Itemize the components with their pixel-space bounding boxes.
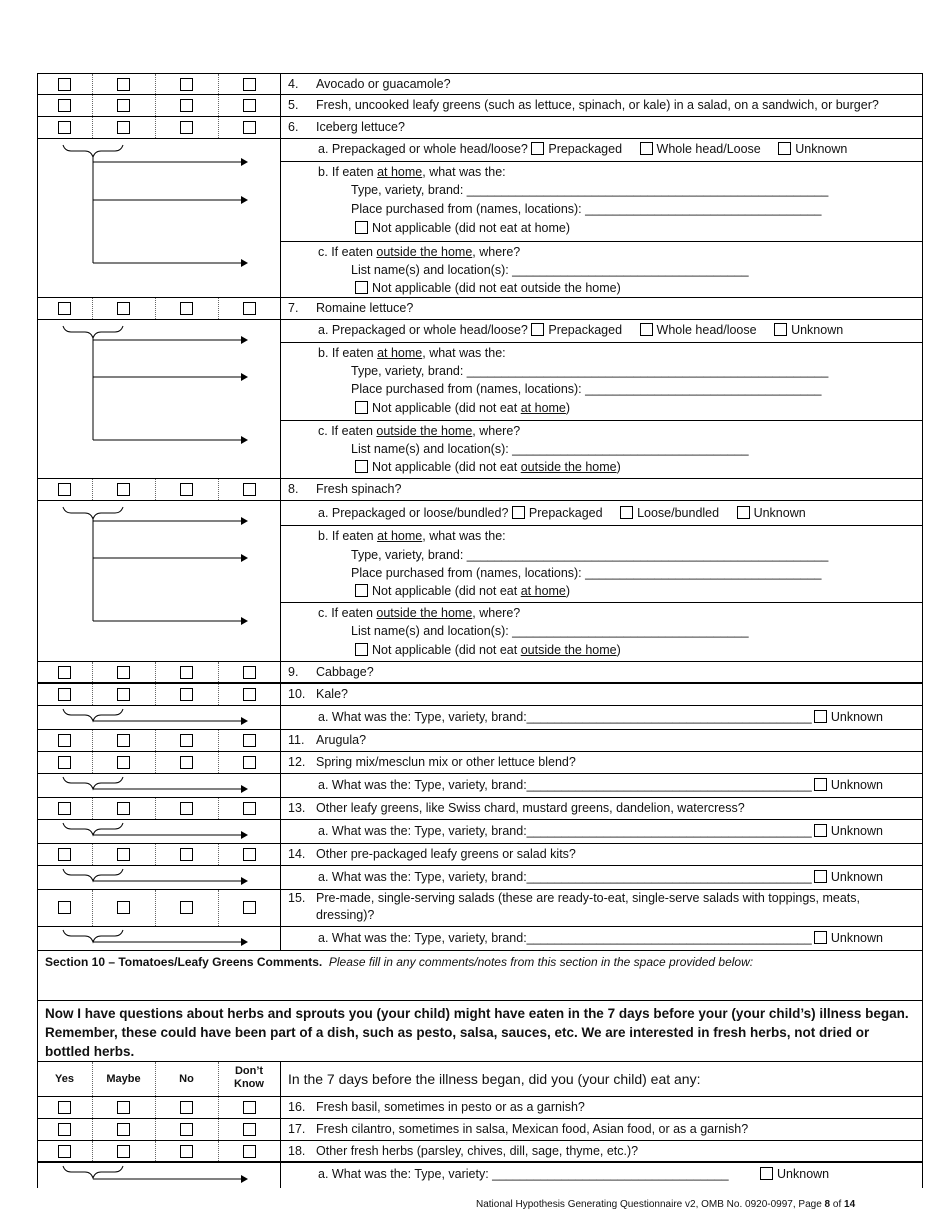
q5-yes-checkbox[interactable] — [58, 99, 71, 112]
q10-dontknow-checkbox[interactable] — [243, 688, 256, 701]
q7b-place-field[interactable]: Place purchased from (names, locations): __________________________________ — [351, 382, 822, 396]
q12-text: Spring mix/mesclun mix or other lettuce blend? — [316, 755, 576, 769]
dontknow-header: Don’t Know — [234, 1065, 264, 1090]
question-row-9 — [37, 662, 923, 684]
q4-yes-checkbox[interactable] — [58, 78, 71, 91]
q14-maybe-checkbox[interactable] — [117, 848, 130, 861]
yes-header: Yes — [55, 1073, 74, 1085]
q11-yes-checkbox[interactable] — [58, 734, 71, 747]
q15-no-checkbox[interactable] — [180, 901, 193, 914]
branch-arrow-icon — [37, 866, 280, 890]
q14a-unknown-checkbox[interactable] — [814, 870, 827, 883]
branch-arrow-icon — [37, 706, 280, 730]
herbs-header-row — [37, 1062, 923, 1097]
question-row-17 — [37, 1119, 923, 1141]
q8-no-checkbox[interactable] — [180, 483, 193, 496]
q12-followup-row — [37, 774, 923, 798]
q15a-unknown: Unknown — [814, 929, 883, 948]
q10-yes-checkbox[interactable] — [58, 688, 71, 701]
herbs-question: In the 7 days before the illness began, did you (your child) eat any: — [288, 1071, 701, 1087]
q5-number: 5. — [288, 98, 299, 112]
q10-number: 10. — [288, 687, 306, 701]
q4-dontknow-checkbox[interactable] — [243, 78, 256, 91]
section-10-comments[interactable] — [37, 951, 923, 1001]
q18-no-checkbox[interactable] — [180, 1145, 193, 1158]
q8b-na-line: Not applicable (did not eat at home) — [288, 582, 917, 601]
q12a-unknown: Unknown — [814, 776, 883, 795]
q13-no-checkbox[interactable] — [180, 802, 193, 815]
q5-dontknow-checkbox[interactable] — [243, 99, 256, 112]
q8b-type-field[interactable]: Type, variety, brand: ____________________________________________________ — [351, 548, 829, 562]
q6c-list-field[interactable]: List name(s) and location(s): __________________________________ — [351, 263, 749, 277]
q7a-prepackaged-checkbox[interactable] — [531, 323, 544, 336]
q10-no-checkbox[interactable] — [180, 688, 193, 701]
q6a-prepackaged-checkbox[interactable] — [531, 142, 544, 155]
q18a-unknown-label: Unknown — [777, 1167, 830, 1181]
q7c-na-checkbox[interactable] — [355, 460, 368, 473]
q15-yes-checkbox[interactable] — [58, 901, 71, 914]
q6b-place-field[interactable]: Place purchased from (names, locations): __________________________________ — [351, 202, 822, 216]
q6a-unknown-checkbox[interactable] — [778, 142, 791, 155]
q11-number: 11. — [288, 733, 305, 747]
q8-dontknow-checkbox[interactable] — [243, 483, 256, 496]
q8-yes-checkbox[interactable] — [58, 483, 71, 496]
q8c-line: c. If eaten outside the home, where? — [318, 606, 521, 620]
q6-text: Iceberg lettuce? — [316, 120, 405, 134]
q14a-unknown: Unknown — [814, 868, 883, 887]
q12-yes-checkbox[interactable] — [58, 756, 71, 769]
q18a-unknown-checkbox[interactable] — [760, 1167, 773, 1180]
question-row-16 — [37, 1097, 923, 1119]
q13-followup-row — [37, 820, 923, 844]
q15a-unknown-checkbox[interactable] — [814, 931, 827, 944]
q7c-na-line: Not applicable (did not eat outside the home) — [288, 458, 917, 477]
q9-yes-checkbox[interactable] — [58, 666, 71, 679]
q7c-line: c. If eaten outside the home, where? — [318, 424, 521, 438]
q8-text: Fresh spinach? — [316, 482, 402, 496]
q17-yes-checkbox[interactable] — [58, 1123, 71, 1136]
q7a-line: a. Prepackaged or whole head/loose? Prepackaged Whole head/loose Unknown — [318, 323, 844, 337]
branch-arrow-icon — [37, 320, 280, 479]
q9-text: Cabbage? — [316, 665, 374, 679]
q18a-type-field[interactable]: a. What was the: Type, variety: __________________________________ — [318, 1167, 729, 1181]
q17-dontknow-checkbox[interactable] — [243, 1123, 256, 1136]
q6-no-checkbox[interactable] — [180, 121, 193, 134]
q4-number: 4. — [288, 77, 299, 91]
q18-yes-checkbox[interactable] — [58, 1145, 71, 1158]
herbs-intro-text: Now I have questions about herbs and sprouts you (your child) might have eaten in the 7 days before your (your child’s) illness began. Remember, these could have been part of a dish, such as pesto, salsa, sauces, etc. We are interested in fresh herbs, not dried or bottled herbs. — [45, 1006, 909, 1059]
q10-maybe-checkbox[interactable] — [117, 688, 130, 701]
branch-arrow-icon — [37, 501, 280, 662]
q8a-unknown-checkbox[interactable] — [737, 506, 750, 519]
q11-dontknow-checkbox[interactable] — [243, 734, 256, 747]
q11-maybe-checkbox[interactable] — [117, 734, 130, 747]
q8a-loose-checkbox[interactable] — [620, 506, 633, 519]
q7a-wholehead-checkbox[interactable] — [640, 323, 653, 336]
q17-maybe-checkbox[interactable] — [117, 1123, 130, 1136]
q16-dontknow-checkbox[interactable] — [243, 1101, 256, 1114]
question-row-12 — [37, 752, 923, 774]
q5-text: Fresh, uncooked leafy greens (such as lettuce, spinach, or kale) in a salad, on a sandwich, or burger? — [316, 98, 879, 112]
q7b-na-checkbox[interactable] — [355, 401, 368, 414]
q7-number: 7. — [288, 301, 299, 315]
section-10-comments-label: Section 10 – Tomatoes/Leafy Greens Comments. Please fill in any comments/notes from this section in the space provided below: — [45, 955, 754, 969]
page-footer: National Hypothesis Generating Questionnaire v2, OMB No. 0920-0997, Page 8 of 14 — [476, 1199, 856, 1210]
question-row-8 — [37, 479, 923, 501]
q15a-brand-field[interactable]: a. What was the: Type, variety, brand:_________________________________________ — [318, 931, 812, 945]
q9-number: 9. — [288, 665, 299, 679]
q14-followup-row — [37, 866, 923, 890]
q6b-na-checkbox[interactable] — [355, 221, 368, 234]
q10-followup-row — [37, 706, 923, 730]
q16-text: Fresh basil, sometimes in pesto or as a garnish? — [316, 1100, 585, 1114]
q12-dontknow-checkbox[interactable] — [243, 756, 256, 769]
q5-maybe-checkbox[interactable] — [117, 99, 130, 112]
q18-followup-row — [37, 1163, 923, 1188]
q8-followup-block — [37, 501, 923, 662]
q6b-type-field[interactable]: Type, variety, brand: ____________________________________________________ — [351, 183, 829, 197]
q12-no-checkbox[interactable] — [180, 756, 193, 769]
q7-no-checkbox[interactable] — [180, 302, 193, 315]
q7b-na-line: Not applicable (did not eat at home) — [288, 399, 917, 418]
q6a-prompt: a. Prepackaged or whole head/loose? — [318, 142, 528, 156]
branch-arrow-icon — [37, 774, 280, 798]
q13-yes-checkbox[interactable] — [58, 802, 71, 815]
q7b-line: b. If eaten at home, what was the: — [318, 346, 506, 360]
q12a-brand-field[interactable]: a. What was the: Type, variety, brand:_________________________________________ — [318, 778, 812, 792]
q13a-brand-field[interactable]: a. What was the: Type, variety, brand:_________________________________________ — [318, 824, 812, 838]
q6a-opt1-label: Prepackaged — [548, 142, 623, 156]
q6a-opt2-label: Whole head/Loose — [656, 142, 761, 156]
q18a-line — [288, 1165, 917, 1184]
q16-maybe-checkbox[interactable] — [117, 1101, 130, 1114]
herbs-intro — [37, 1001, 923, 1062]
q12-number: 12. — [288, 755, 306, 769]
q5-no-checkbox[interactable] — [180, 99, 193, 112]
q12-maybe-checkbox[interactable] — [117, 756, 130, 769]
q14-yes-checkbox[interactable] — [58, 848, 71, 861]
q10a-brand-field[interactable]: a. What was the: Type, variety, brand:_________________________________________ — [318, 710, 812, 724]
q8c-na-checkbox[interactable] — [355, 643, 368, 656]
q7b-type-field[interactable]: Type, variety, brand: ____________________________________________________ — [351, 364, 829, 378]
maybe-header: Maybe — [106, 1073, 141, 1085]
q17-text: Fresh cilantro, sometimes in salsa, Mexican food, Asian food, or as a garnish? — [316, 1122, 749, 1136]
q18-text: Other fresh herbs (parsley, chives, dill, sage, thyme, etc.)? — [316, 1144, 639, 1158]
q13-text: Other leafy greens, like Swiss chard, mustard greens, dandelion, watercress? — [316, 801, 745, 815]
branch-arrow-icon — [37, 927, 280, 951]
q9-maybe-checkbox[interactable] — [117, 666, 130, 679]
branch-arrow-icon — [37, 1163, 280, 1188]
q14-dontknow-checkbox[interactable] — [243, 848, 256, 861]
q17-number: 17. — [288, 1122, 306, 1136]
q14-no-checkbox[interactable] — [180, 848, 193, 861]
q6a-opt3-label: Unknown — [795, 142, 848, 156]
q8b-line: b. If eaten at home, what was the: — [318, 529, 506, 543]
no-header: No — [179, 1073, 194, 1085]
q8c-list-field[interactable]: List name(s) and location(s): __________________________________ — [351, 624, 749, 638]
q14-number: 14. — [288, 847, 306, 861]
q13a-unknown-checkbox[interactable] — [814, 824, 827, 837]
q18-dontknow-checkbox[interactable] — [243, 1145, 256, 1158]
q13a-unknown: Unknown — [814, 822, 883, 841]
q8-maybe-checkbox[interactable] — [117, 483, 130, 496]
question-row-10 — [37, 684, 923, 706]
q12a-unknown-checkbox[interactable] — [814, 778, 827, 791]
q9-no-checkbox[interactable] — [180, 666, 193, 679]
question-row-11 — [37, 730, 923, 752]
q11-no-checkbox[interactable] — [180, 734, 193, 747]
q7-dontknow-checkbox[interactable] — [243, 302, 256, 315]
q16-number: 16. — [288, 1100, 306, 1114]
q18-number: 18. — [288, 1144, 306, 1158]
q15-followup-row — [37, 927, 923, 951]
q8b-place-field[interactable]: Place purchased from (names, locations): __________________________________ — [351, 566, 822, 580]
question-row-14 — [37, 844, 923, 866]
q16-yes-checkbox[interactable] — [58, 1101, 71, 1114]
question-row-13 — [37, 798, 923, 820]
q6a-wholehead-checkbox[interactable] — [640, 142, 653, 155]
q9-dontknow-checkbox[interactable] — [243, 666, 256, 679]
q14a-brand-field[interactable]: a. What was the: Type, variety, brand:_________________________________________ — [318, 870, 812, 884]
question-row-6 — [37, 117, 923, 139]
q13-maybe-checkbox[interactable] — [117, 802, 130, 815]
q4-maybe-checkbox[interactable] — [117, 78, 130, 91]
q7-text: Romaine lettuce? — [316, 301, 414, 315]
q15-number: 15. — [288, 891, 306, 905]
q6b-na-line: Not applicable (did not eat at home) — [288, 219, 917, 238]
q6-followup-block — [37, 139, 923, 298]
q7a-unknown-checkbox[interactable] — [774, 323, 787, 336]
q7c-list-field[interactable]: List name(s) and location(s): __________________________________ — [351, 442, 749, 456]
q8-number: 8. — [288, 482, 299, 496]
q18-maybe-checkbox[interactable] — [117, 1145, 130, 1158]
q6c-na-checkbox[interactable] — [355, 281, 368, 294]
q6a-line — [288, 140, 917, 159]
q14-text: Other pre-packaged leafy greens or salad kits? — [316, 847, 576, 861]
q6b-line: b. If eaten at home, what was the: — [318, 165, 506, 179]
q6c-na-line: Not applicable (did not eat outside the home) — [288, 279, 917, 298]
q7-maybe-checkbox[interactable] — [117, 302, 130, 315]
q8b-na-checkbox[interactable] — [355, 584, 368, 597]
q4-no-checkbox[interactable] — [180, 78, 193, 91]
q13-dontknow-checkbox[interactable] — [243, 802, 256, 815]
questionnaire-table — [37, 73, 923, 1188]
question-row-18 — [37, 1141, 923, 1163]
q4-text: Avocado or guacamole? — [316, 77, 451, 91]
q6-dontknow-checkbox[interactable] — [243, 121, 256, 134]
q6-number: 6. — [288, 120, 299, 134]
question-row-4 — [37, 73, 923, 95]
q6-maybe-checkbox[interactable] — [117, 121, 130, 134]
q8a-prepackaged-checkbox[interactable] — [512, 506, 525, 519]
q16-no-checkbox[interactable] — [180, 1101, 193, 1114]
q10-text: Kale? — [316, 687, 348, 701]
q6-yes-checkbox[interactable] — [58, 121, 71, 134]
q17-no-checkbox[interactable] — [180, 1123, 193, 1136]
question-row-7 — [37, 298, 923, 320]
q10a-unknown-checkbox[interactable] — [814, 710, 827, 723]
q15-maybe-checkbox[interactable] — [117, 901, 130, 914]
question-row-5 — [37, 95, 923, 117]
q13-number: 13. — [288, 801, 306, 815]
q10a-unknown: Unknown — [814, 708, 883, 727]
q15-dontknow-checkbox[interactable] — [243, 901, 256, 914]
q6c-line: c. If eaten outside the home, where? — [318, 245, 521, 259]
q7-yes-checkbox[interactable] — [58, 302, 71, 315]
q15-text: Pre-made, single-serving salads (these are ready-to-eat, single-serve salads with toppings, meats, dressing)? — [316, 891, 861, 922]
branch-arrow-icon — [37, 820, 280, 844]
branch-arrow-icon — [37, 139, 280, 298]
q8a-line: a. Prepackaged or loose/bundled? Prepackaged Loose/bundled Unknown — [318, 506, 806, 520]
question-row-15 — [37, 890, 923, 927]
q7-followup-block — [37, 320, 923, 479]
q8c-na-line: Not applicable (did not eat outside the home) — [288, 641, 917, 660]
q11-text: Arugula? — [316, 733, 367, 747]
